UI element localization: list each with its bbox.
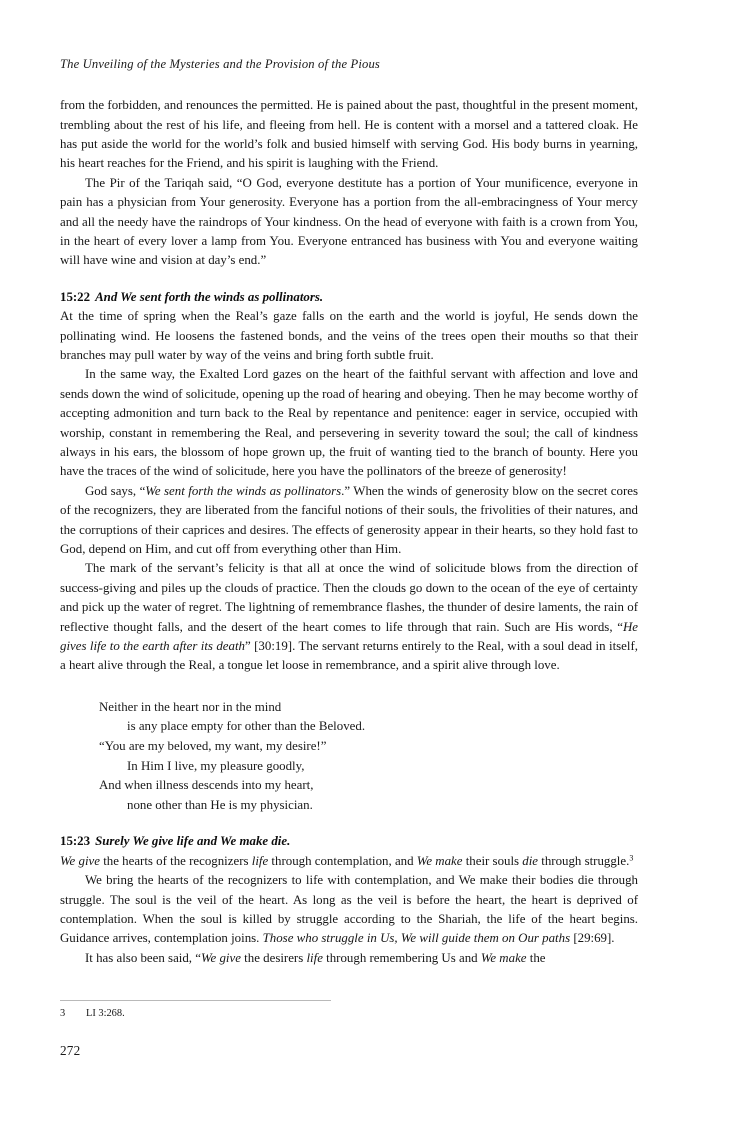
paragraph-7-italic-3: We make (416, 853, 463, 868)
footnote-area (60, 1000, 638, 1021)
paragraph-7-italic-4: die (522, 853, 539, 868)
paragraph-5 (60, 482, 638, 560)
paragraph-4: In the same way, the Exalted Lord gazes on the heart of the faithful servant with affection and love and sends down the wind of solicitude, opening up the road of hearing and obeying. Then he may become worthy of accepting admonition and turn back to the Real by repentance and penitence: eager in service, occupied with worship, constant in remembering the Real, and persevering in severity toward the soul; the call of kindness always in his ears, the blossom of hope grown up, the fruit of wanting tied to the branch of bounty. Here you have the traces of the wind of solicitude, here you have the pollinators of the breeze of generosity! (60, 367, 638, 479)
paragraph-9-text-3: the (526, 950, 546, 965)
paragraph-8-tail: [29:69]. (570, 931, 615, 946)
running-head: The Unveiling of the Mysteries and the Provision of the Pious (60, 57, 380, 71)
paragraph-5-lead: God says, “ (85, 483, 146, 498)
paragraph-7-text-2: through contemplation, and (268, 853, 417, 868)
poem-block (60, 698, 638, 816)
paragraph-8-quran-quote: Those who struggle in Us, We will guide them on Our paths (262, 931, 571, 946)
paragraph-9-italic-2: life (306, 950, 323, 965)
poem-line-5: And when illness descends into my heart, (99, 778, 314, 793)
paragraph-5-quran-quote: We sent forth the winds as pollinators (145, 483, 342, 498)
paragraph-9-lead: It has also been said, “ (85, 950, 201, 965)
poem-line-3: “You are my beloved, my want, my desire!” (99, 739, 327, 754)
paragraph-9-italic-1: We give (200, 950, 241, 965)
paragraph-6-tail: ” [30:19]. The servant returns entirely to the Real, with a soul dead in itself, a heart alive through the Real, a tongue let loose in remembrance, and a spirit alive through love. (60, 639, 638, 673)
paragraph-6-lead: The mark of the servant’s felicity is that all at once the wind of solicitude blows from the direction of success-giving and piles up the clouds of practice. Then the clouds go down to the ocean of the eye of certainty and pick up the water of regret. The lightning of remembrance flashes, the thunder of desire laments, the rain of reflective thought falls, and the desert of the heart comes to life through that rain. Such are His words, “ (60, 561, 638, 634)
page-number: 272 (60, 1043, 81, 1058)
paragraph-6 (60, 559, 638, 675)
verse-number: 15:23 (60, 834, 91, 849)
paragraph-6-quran-quote: He gives life to the earth after its death (60, 619, 638, 654)
paragraph-5-tail: .” When the winds of generosity blow on the secret cores of the recognizers, they are liberated from the fanciful notions of their souls, the frivolities of their natures, and the corruptions of their caprices and desires. The effects of generosity appear in their hearts, so they hold fast to God, depend on Him, and cut off from everything other than Him. (60, 483, 638, 557)
paragraph-9-italic-3: We make (480, 950, 527, 965)
paragraph-9-text-1: the desirers (240, 950, 307, 965)
verse-number: 15:22 (60, 289, 91, 304)
paragraph-2: The Pir of the Tariqah said, “O God, everyone destitute has a portion of Your munificence, everyone in pain has a physician from Your generosity. Everyone has a portion from the all-embracingness of Your mercy and all the needy have the raindrops of Your kindness. On the head of everyone with faith is a crown from You, in the heart of every lover a lamp from You. Everyone entranced has business with You and everyone waiting will have wine and vision at day’s end.” (60, 175, 638, 268)
poem-line-6: none other than He is my physician. (127, 797, 313, 812)
poem-line-4: In Him I live, my pleasure goodly, (127, 758, 305, 773)
paragraph-9-text-2: through remembering Us and (322, 950, 481, 965)
verse-heading-15-22 (60, 288, 638, 307)
page-content (60, 0, 638, 968)
paragraph-8 (60, 871, 638, 949)
paragraph-7-italic-1: We give (60, 853, 100, 868)
paragraph-3: At the time of spring when the Real’s gaze falls on the earth and the world is joyful, He sends down the pollinating wind. He loosens the fastened bonds, and the veins of the trees open their mouths so that their branches may pull water by way of the veins and bring forth subtle fruit. (60, 309, 638, 362)
body-text-block (60, 96, 638, 968)
footnote-separator-rule (60, 1000, 331, 1001)
verse-text: And We sent forth the winds as pollinators. (95, 289, 324, 304)
paragraph-7-italic-2: life (251, 853, 269, 868)
paragraph-7-text-4: through struggle. (538, 853, 630, 868)
paragraph-8-lead: We bring the hearts of the recognizers to life with contemplation, and We make their bodies die through struggle. The soul is the veil of the heart. As long as the veil is before the heart, the heart is deprived of contemplation. When the soul is killed by struggle according to the Shariah, the life of the heart begins. Guidance arrives, contemplation joins. (60, 873, 638, 946)
verse-heading-15-23 (60, 832, 638, 851)
paragraph-1: from the forbidden, and renounces the permitted. He is pained about the past, thoughtful in the present moment, trembling about the rest of his life, and fleeing from hell. He is content with a morsel and a tattered cloak. He has put aside the world for the world’s folk and busied himself with serving God. His body burns in yearning, his heart reaches for the Friend, and his spirit is laughing with the Friend. (60, 98, 638, 171)
footnote-3 (60, 1007, 638, 1021)
verse-text: Surely We give life and We make die. (95, 834, 291, 849)
poem-line-2: is any place empty for other than the Beloved. (127, 719, 366, 734)
footnote-reference-3[interactable]: 3 (629, 853, 634, 863)
paragraph-7 (60, 852, 638, 871)
paragraph-7-text-1: the hearts of the recognizers (99, 853, 252, 868)
poem-line-1: Neither in the heart nor in the mind (99, 699, 282, 714)
footnote-text: LI 3:268. (86, 1008, 125, 1019)
footnote-marker: 3 (60, 1008, 66, 1019)
paragraph-7-text-3: their souls (462, 853, 523, 868)
paragraph-9 (60, 949, 638, 968)
